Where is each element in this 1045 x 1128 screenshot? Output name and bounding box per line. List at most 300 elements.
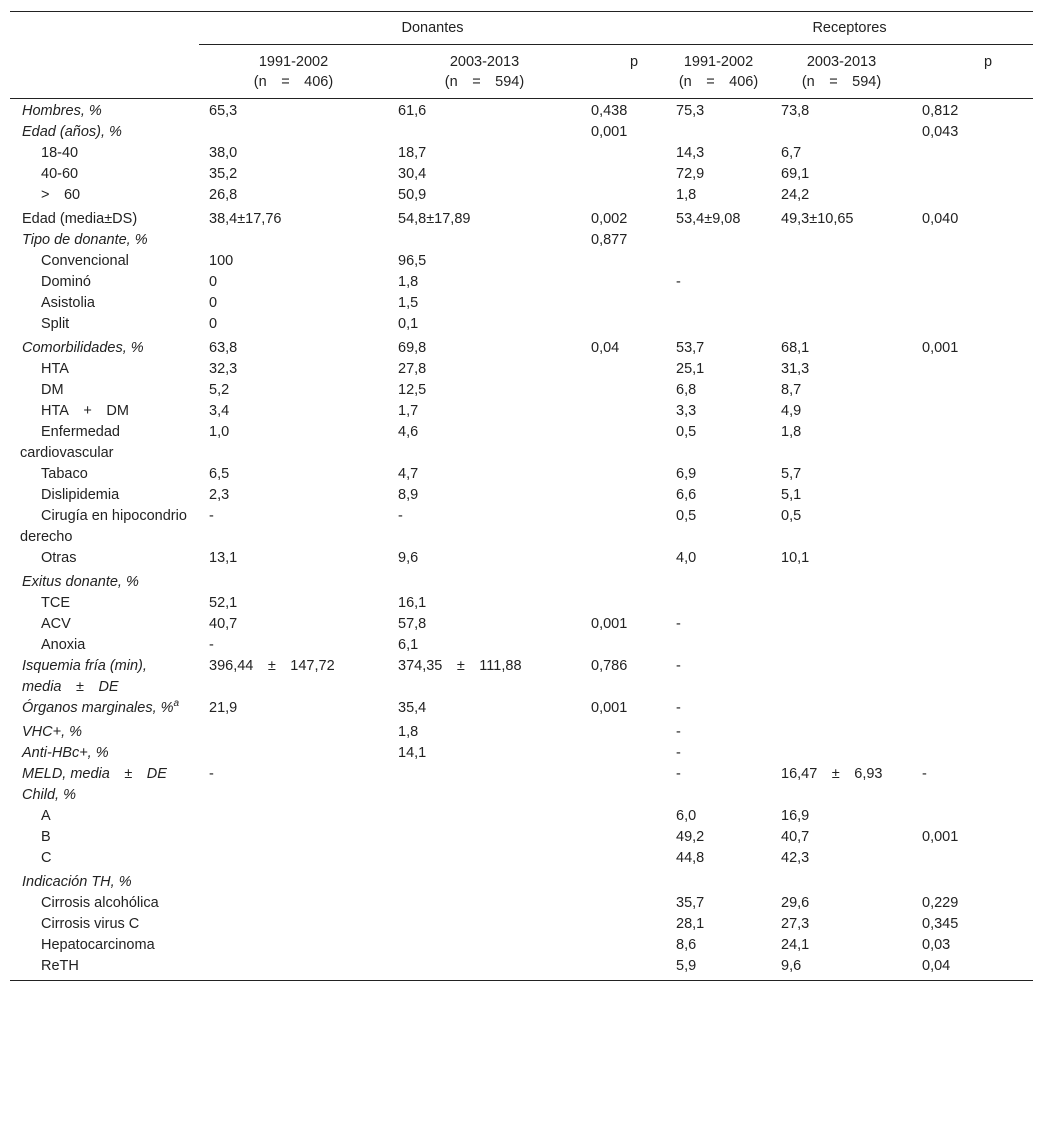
table-cell <box>199 935 388 956</box>
table-row <box>10 401 1033 422</box>
subheader-period: 2003-2013 <box>449 54 520 70</box>
row-label-text: Anoxia <box>41 637 86 653</box>
subheader-4 <box>771 45 912 99</box>
table-cell: 0,043 <box>922 124 959 140</box>
table-row <box>10 335 1033 359</box>
table-cell <box>912 314 1033 335</box>
table-cell: 30,4 <box>398 166 427 182</box>
row-label-text: Dislipidemia <box>41 487 120 503</box>
table-cell <box>199 956 388 980</box>
table-cell: 16,47 ± 6,93 <box>781 766 883 782</box>
table-cell <box>666 593 771 614</box>
table-cell <box>666 122 771 143</box>
table-row <box>10 164 1033 185</box>
table-row <box>10 719 1033 743</box>
table-cell: - <box>209 766 214 782</box>
header-donantes: Donantes <box>199 12 666 45</box>
table-cell <box>771 656 912 698</box>
table-row <box>10 122 1033 143</box>
table-row <box>10 359 1033 380</box>
table-cell <box>199 848 388 869</box>
table-cell <box>771 272 912 293</box>
table-cell <box>771 743 912 764</box>
table-cell <box>666 569 771 593</box>
table-row <box>10 143 1033 164</box>
table-cell: 8,6 <box>676 937 697 953</box>
table-cell <box>581 914 666 935</box>
row-label <box>10 914 199 935</box>
table-cell <box>771 569 912 593</box>
table-cell: 96,5 <box>398 253 427 269</box>
table-row <box>10 422 1033 464</box>
table-cell <box>199 785 388 806</box>
table-cell: 72,9 <box>676 166 705 182</box>
table-row <box>10 593 1033 614</box>
row-label-text: Asistolia <box>41 295 95 311</box>
row-label <box>10 956 199 980</box>
table-cell <box>912 485 1033 506</box>
table-cell <box>388 764 581 785</box>
table-cell: - <box>676 274 681 290</box>
subheader-0 <box>199 45 388 99</box>
table-cell: 68,1 <box>781 340 810 356</box>
table-cell: 61,6 <box>398 103 427 119</box>
table-row <box>10 506 1033 548</box>
table-cell: 53,7 <box>676 340 705 356</box>
table-cell: 6,0 <box>676 808 697 824</box>
table-cell: 100 <box>209 253 234 269</box>
table-cell: 28,1 <box>676 916 705 932</box>
table-cell <box>912 785 1033 806</box>
subheader-period: p <box>629 54 639 70</box>
row-label <box>10 656 199 698</box>
row-label-text: Child, % <box>22 787 76 803</box>
row-label <box>10 206 199 230</box>
row-label-text: Cirrosis alcohólica <box>41 895 159 911</box>
table-cell: 0,5 <box>676 424 697 440</box>
table-cell: 13,1 <box>209 550 238 566</box>
table-cell <box>912 422 1033 464</box>
table-cell: 0,001 <box>922 340 959 356</box>
table-cell <box>912 293 1033 314</box>
row-label <box>10 548 199 569</box>
table-cell: 0 <box>209 274 218 290</box>
table-cell: 4,0 <box>676 550 697 566</box>
subheader-n: (n = 406) <box>253 74 334 90</box>
subheader-period: 1991-2002 <box>683 54 754 70</box>
table-cell: 0,040 <box>922 211 959 227</box>
table-cell: 73,8 <box>781 103 810 119</box>
table-row <box>10 656 1033 698</box>
row-label <box>10 806 199 827</box>
table-cell <box>912 569 1033 593</box>
table-row <box>10 743 1033 764</box>
subheader-n: (n = 594) <box>801 74 882 90</box>
row-label <box>10 593 199 614</box>
table-cell: - <box>676 700 681 716</box>
row-label <box>10 743 199 764</box>
table-cell: - <box>676 766 681 782</box>
table-cell: - <box>676 745 681 761</box>
table-cell <box>388 230 581 251</box>
table-cell <box>771 314 912 335</box>
table-cell <box>199 893 388 914</box>
table-cell <box>199 914 388 935</box>
table-cell: 1,8 <box>398 724 419 740</box>
table-cell: 53,4±9,08 <box>676 211 741 227</box>
row-label-text: Hombres, % <box>22 103 102 119</box>
table-cell <box>581 401 666 422</box>
subheader-1 <box>388 45 581 99</box>
subheader-5 <box>912 45 1033 99</box>
table-cell <box>581 464 666 485</box>
row-label-text: Tipo de donante, % <box>22 232 148 248</box>
table-cell: 0,04 <box>591 340 620 356</box>
table-cell: - <box>676 724 681 740</box>
table-cell <box>771 122 912 143</box>
row-label <box>10 380 199 401</box>
table-cell <box>666 251 771 272</box>
table-row <box>10 764 1033 785</box>
table-row <box>10 185 1033 206</box>
table-row <box>10 614 1033 635</box>
row-label <box>10 99 199 123</box>
row-label-text: Split <box>41 316 70 332</box>
table-cell: 44,8 <box>676 850 705 866</box>
row-label-text: B <box>41 829 51 845</box>
table-cell: 65,3 <box>209 103 238 119</box>
subheader-2 <box>581 45 666 99</box>
table-cell: 6,7 <box>781 145 802 161</box>
table-cell: 26,8 <box>209 187 238 203</box>
table-row <box>10 827 1033 848</box>
table-cell: 8,9 <box>398 487 419 503</box>
table-cell: 9,6 <box>398 550 419 566</box>
table-cell <box>388 893 581 914</box>
table-cell <box>581 143 666 164</box>
table-cell: 1,8 <box>676 187 697 203</box>
table-cell <box>912 698 1033 719</box>
group-header-row <box>10 12 1033 45</box>
table-cell: 5,7 <box>781 466 802 482</box>
row-label-text: Cirugía en hipocondrio derecho <box>20 508 187 545</box>
table-cell <box>581 635 666 656</box>
table-cell <box>912 614 1033 635</box>
table-cell <box>581 848 666 869</box>
table-cell: 2,3 <box>209 487 230 503</box>
table-cell <box>199 719 388 743</box>
row-label-text: Enfermedad cardiovascular <box>20 424 120 461</box>
row-label <box>10 698 199 719</box>
subheader-n: (n = 406) <box>678 74 759 90</box>
table-cell: 6,5 <box>209 466 230 482</box>
table-cell <box>666 293 771 314</box>
subheader-period: 1991-2002 <box>258 54 329 70</box>
row-label-text: MELD, media ± DE <box>22 766 167 782</box>
table-cell: 0,001 <box>922 829 959 845</box>
table-cell: 14,1 <box>398 745 427 761</box>
table-cell: 0,001 <box>591 616 628 632</box>
table-cell <box>581 806 666 827</box>
row-label-text: A <box>41 808 51 824</box>
table-cell <box>581 251 666 272</box>
subheader-period: 2003-2013 <box>806 54 877 70</box>
table-cell <box>912 848 1033 869</box>
table-cell: 63,8 <box>209 340 238 356</box>
table-cell <box>581 506 666 548</box>
row-label-text: Edad (media±DS) <box>22 211 138 227</box>
table-cell <box>912 164 1033 185</box>
table-cell: 4,7 <box>398 466 419 482</box>
row-label-text: Edad (años), % <box>22 124 122 140</box>
table-cell <box>912 230 1033 251</box>
row-label <box>10 719 199 743</box>
table-cell: 40,7 <box>209 616 238 632</box>
table-cell: 38,4±17,76 <box>209 211 282 227</box>
table-cell: 32,3 <box>209 361 238 377</box>
row-label-text: HTA + DM <box>41 403 129 419</box>
row-label <box>10 335 199 359</box>
row-label-text: Convencional <box>41 253 129 269</box>
row-label <box>10 827 199 848</box>
table-cell <box>771 293 912 314</box>
table-cell: 16,1 <box>398 595 427 611</box>
table-bottom-rule <box>10 980 1033 981</box>
table-cell: 3,3 <box>676 403 697 419</box>
row-label-text: HTA <box>41 361 69 377</box>
table-cell: 0,001 <box>591 124 628 140</box>
table-cell: 0,03 <box>922 937 951 953</box>
row-label-text: Otras <box>41 550 77 566</box>
table-cell <box>581 272 666 293</box>
table-cell: 1,5 <box>398 295 419 311</box>
subheader-n: (n = 594) <box>444 74 525 90</box>
table-row <box>10 380 1033 401</box>
table-row <box>10 548 1033 569</box>
table-row <box>10 272 1033 293</box>
header-empty-cell <box>10 12 199 45</box>
table-cell <box>912 359 1033 380</box>
table-cell <box>912 251 1033 272</box>
table-cell: - <box>209 508 214 524</box>
row-label <box>10 185 199 206</box>
table-cell: 3,4 <box>209 403 230 419</box>
table-cell: 54,8±17,89 <box>398 211 471 227</box>
table-cell <box>388 935 581 956</box>
table-cell <box>771 230 912 251</box>
table-cell <box>771 698 912 719</box>
table-cell: 0,877 <box>591 232 628 248</box>
row-label-text: Tabaco <box>41 466 88 482</box>
row-label <box>10 293 199 314</box>
table-cell: 27,8 <box>398 361 427 377</box>
table-cell: 10,1 <box>781 550 810 566</box>
row-label <box>10 164 199 185</box>
table-cell <box>771 785 912 806</box>
table-cell: 5,9 <box>676 958 697 974</box>
row-label-text: DM <box>41 382 64 398</box>
table-cell: 69,8 <box>398 340 427 356</box>
subheader-row <box>10 45 1033 99</box>
table-cell <box>912 506 1033 548</box>
table-cell: 1,8 <box>781 424 802 440</box>
table-cell: 38,0 <box>209 145 238 161</box>
table-row <box>10 485 1033 506</box>
row-label <box>10 935 199 956</box>
table-cell <box>388 956 581 980</box>
row-label-text: Dominó <box>41 274 91 290</box>
table-cell: 0 <box>209 295 218 311</box>
table-row <box>10 848 1033 869</box>
row-label-text: Comorbilidades, % <box>22 340 144 356</box>
table-cell <box>581 569 666 593</box>
table-cell: 1,0 <box>209 424 230 440</box>
table-cell: 6,9 <box>676 466 697 482</box>
table-cell <box>199 230 388 251</box>
table-cell: 0,786 <box>591 658 628 674</box>
table-cell: - <box>676 616 681 632</box>
table-cell <box>912 185 1033 206</box>
table-cell <box>581 764 666 785</box>
row-label <box>10 464 199 485</box>
table-cell <box>581 185 666 206</box>
table-cell: 0,229 <box>922 895 959 911</box>
subheader-period: p <box>983 54 993 70</box>
table-cell <box>581 359 666 380</box>
table-cell <box>771 635 912 656</box>
table-cell: 5,2 <box>209 382 230 398</box>
table-cell: 40,7 <box>781 829 810 845</box>
table-cell <box>912 719 1033 743</box>
table-cell: - <box>398 508 403 524</box>
table-cell <box>666 314 771 335</box>
table-cell: 1,8 <box>398 274 419 290</box>
row-label <box>10 569 199 593</box>
table-cell <box>771 593 912 614</box>
table-cell: 24,1 <box>781 937 810 953</box>
table-cell: 69,1 <box>781 166 810 182</box>
table-cell <box>199 806 388 827</box>
table-row <box>10 569 1033 593</box>
table-cell <box>912 869 1033 893</box>
row-label-text: C <box>41 850 52 866</box>
table-cell <box>581 422 666 464</box>
table-cell <box>581 956 666 980</box>
table-cell <box>771 614 912 635</box>
row-label <box>10 785 199 806</box>
row-label <box>10 848 199 869</box>
table-cell <box>912 635 1033 656</box>
table-cell <box>912 743 1033 764</box>
table-cell: 4,9 <box>781 403 802 419</box>
table-row <box>10 869 1033 893</box>
table-cell: - <box>209 637 214 653</box>
table-cell: 21,9 <box>209 700 238 716</box>
table-cell <box>388 785 581 806</box>
data-table <box>10 11 1033 980</box>
table-cell <box>912 272 1033 293</box>
table-cell: 49,3±10,65 <box>781 211 854 227</box>
table-cell: 396,44 ± 147,72 <box>209 658 335 674</box>
header-receptores: Receptores <box>666 12 1033 45</box>
table-cell <box>581 893 666 914</box>
table-cell <box>912 806 1033 827</box>
row-label <box>10 359 199 380</box>
table-cell: 57,8 <box>398 616 427 632</box>
table-body <box>10 99 1033 981</box>
table-cell: 374,35 ± 111,88 <box>398 658 522 674</box>
table-cell <box>666 230 771 251</box>
table-cell: 75,3 <box>676 103 705 119</box>
row-label <box>10 272 199 293</box>
row-label-text: VHC+, % <box>22 724 83 740</box>
table-cell <box>388 122 581 143</box>
table-cell <box>388 848 581 869</box>
row-label-text: Cirrosis virus C <box>41 916 140 932</box>
table-cell: 35,2 <box>209 166 238 182</box>
table-cell: 0 <box>209 316 218 332</box>
table-cell: - <box>676 658 681 674</box>
table-row <box>10 464 1033 485</box>
table-cell: 0,345 <box>922 916 959 932</box>
table-cell <box>388 869 581 893</box>
table-cell: 52,1 <box>209 595 238 611</box>
table-cell: 0,5 <box>781 508 802 524</box>
table-cell: 42,3 <box>781 850 810 866</box>
table-cell <box>581 785 666 806</box>
table-cell: 35,7 <box>676 895 705 911</box>
row-label <box>10 764 199 785</box>
table-row <box>10 293 1033 314</box>
table-cell <box>912 401 1033 422</box>
table-cell: 18,7 <box>398 145 427 161</box>
table-cell: 1,7 <box>398 403 419 419</box>
table-cell: 0,5 <box>676 508 697 524</box>
table-cell <box>912 593 1033 614</box>
table-cell <box>199 122 388 143</box>
table-cell <box>912 464 1033 485</box>
table-cell: 24,2 <box>781 187 810 203</box>
table-cell: 0,812 <box>922 103 959 119</box>
table-row <box>10 806 1033 827</box>
row-label <box>10 869 199 893</box>
row-label <box>10 614 199 635</box>
table-container <box>10 11 1033 981</box>
table-cell <box>388 569 581 593</box>
table-row <box>10 99 1033 123</box>
table-cell: 25,1 <box>676 361 705 377</box>
table-cell <box>912 143 1033 164</box>
table-cell <box>666 785 771 806</box>
table-cell <box>199 743 388 764</box>
row-label-text: Órganos marginales, % <box>22 700 174 716</box>
table-cell <box>912 548 1033 569</box>
row-label <box>10 485 199 506</box>
table-cell: 5,1 <box>781 487 802 503</box>
table-cell: 6,8 <box>676 382 697 398</box>
table-cell: 4,6 <box>398 424 419 440</box>
table-row <box>10 206 1033 230</box>
table-cell <box>912 380 1033 401</box>
table-row <box>10 635 1033 656</box>
table-row <box>10 698 1033 719</box>
subheader-empty-cell <box>10 45 199 99</box>
table-cell: 9,6 <box>781 958 802 974</box>
row-label-text: Indicación TH, % <box>22 874 132 890</box>
table-cell <box>388 914 581 935</box>
row-label <box>10 422 199 464</box>
row-label-text: 40-60 <box>41 166 79 182</box>
